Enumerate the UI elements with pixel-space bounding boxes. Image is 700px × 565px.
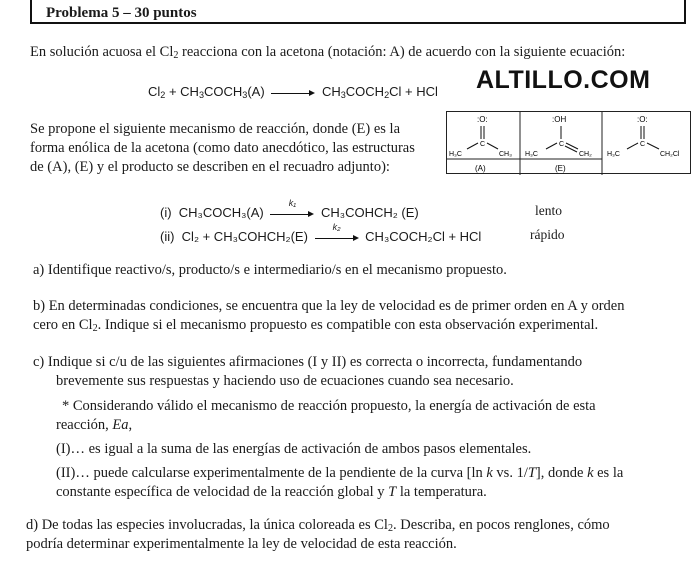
struct-e-h3c: H₃C [525, 151, 538, 158]
struct-e-oh: :OH [552, 115, 567, 124]
struct-e-carbon: C [559, 141, 565, 148]
question-b-line-1: b) En determinadas condiciones, se encuentra que la ley de velocidad es de primer orden en A y orden [33, 298, 625, 314]
structures-diagram [447, 112, 692, 175]
struct-a-ch3: CH₃ [499, 151, 512, 158]
struct-a-h3c: H₃C [449, 151, 462, 158]
statement-ii-line-2: constante específica de velocidad de la reacción global y T la temperatura. [56, 484, 487, 500]
struct-a-carbon: C [480, 141, 486, 148]
struct-p-oxygen: :O: [637, 115, 648, 124]
statement-i: (I)… es igual a la suma de las energías de activación de ambos pasos elementales. [56, 441, 532, 457]
mechanism-line-3: de (A), (E) y el producto se describen en el recuadro adjunto): [30, 159, 390, 175]
intro-line: En solución acuosa el $Cl_2$ reacciona con la acetona (notación: A) de acuerdo con la siguiente ecuación: [30, 44, 626, 61]
struct-p-h3c: H₃C [607, 151, 620, 158]
question-c-line-4: reacción, Ea, [56, 417, 133, 433]
step-2-speed: rápido [530, 227, 565, 242]
step-1-arrow: k₁ [270, 209, 314, 219]
reaction-arrow [271, 88, 315, 98]
question-a: a) Identifique reactivo/s, producto/s e intermediario/s en el mecanismo propuesto. [33, 262, 507, 278]
question-c-line-1: c) Indique si c/u de las siguientes afirmaciones (I y II) es correcta o incorrecta, fundamentando [33, 354, 583, 370]
question-b-line-2: cero en $Cl_2$. Indique si el mecanismo propuesto es compatible con esta observación experimental. [33, 317, 599, 334]
struct-a-label: (A) [475, 164, 486, 173]
mechanism-line-2: forma enólica de la acetona (como dato anecdótico, las estructuras [30, 140, 415, 156]
question-c-line-3: * Considerando válido el mecanismo de reacción propuesto, la energía de activación de esta [62, 398, 596, 414]
struct-a-oxygen: :O: [477, 115, 488, 124]
step-2: (ii) Cl₂ + CH₃COHCH₂(E) k₂ CH₃COCH₂Cl + HCl [160, 221, 482, 244]
structures-box [446, 111, 691, 174]
mechanism-line-1: Se propone el siguiente mecanismo de reacción, donde (E) es la [30, 121, 401, 137]
struct-p-carbon: C [640, 141, 646, 148]
watermark-logo: ALTILLO.COM [476, 66, 651, 94]
question-d-line-1: d) De todas las especies involucradas, la única coloreada es $Cl_2$. Describa, en pocos renglones, cómo [26, 517, 610, 534]
main-equation: $Cl_2$ + $CH_3COCH_3(A)$ $CH_3COCH_2Cl$ + HCl [148, 84, 438, 100]
step-2-arrow: k₂ [315, 233, 359, 243]
question-c-line-2: brevemente sus respuestas y haciendo uso de ecuaciones cuando sea necesario. [56, 373, 514, 389]
struct-p-ch2cl: CH₂Cl [660, 151, 680, 158]
question-d-line-2: podría determinar experimentalmente la ley de velocidad de esta reacción. [26, 536, 457, 552]
struct-e-ch2: CH₂ [579, 151, 592, 158]
problem-title: Problema 5 – 30 puntos [46, 5, 197, 21]
step-1-speed: lento [535, 203, 562, 218]
statement-ii-line-1: (II)… puede calcularse experimentalmente de la pendiente de la curva [ln k vs. 1/T], donde k es la [56, 465, 624, 481]
step-1: (i) CH₃COCH₃(A) k₁ CH₃COHCH₂ (E) [160, 197, 419, 220]
struct-e-label: (E) [555, 164, 566, 173]
